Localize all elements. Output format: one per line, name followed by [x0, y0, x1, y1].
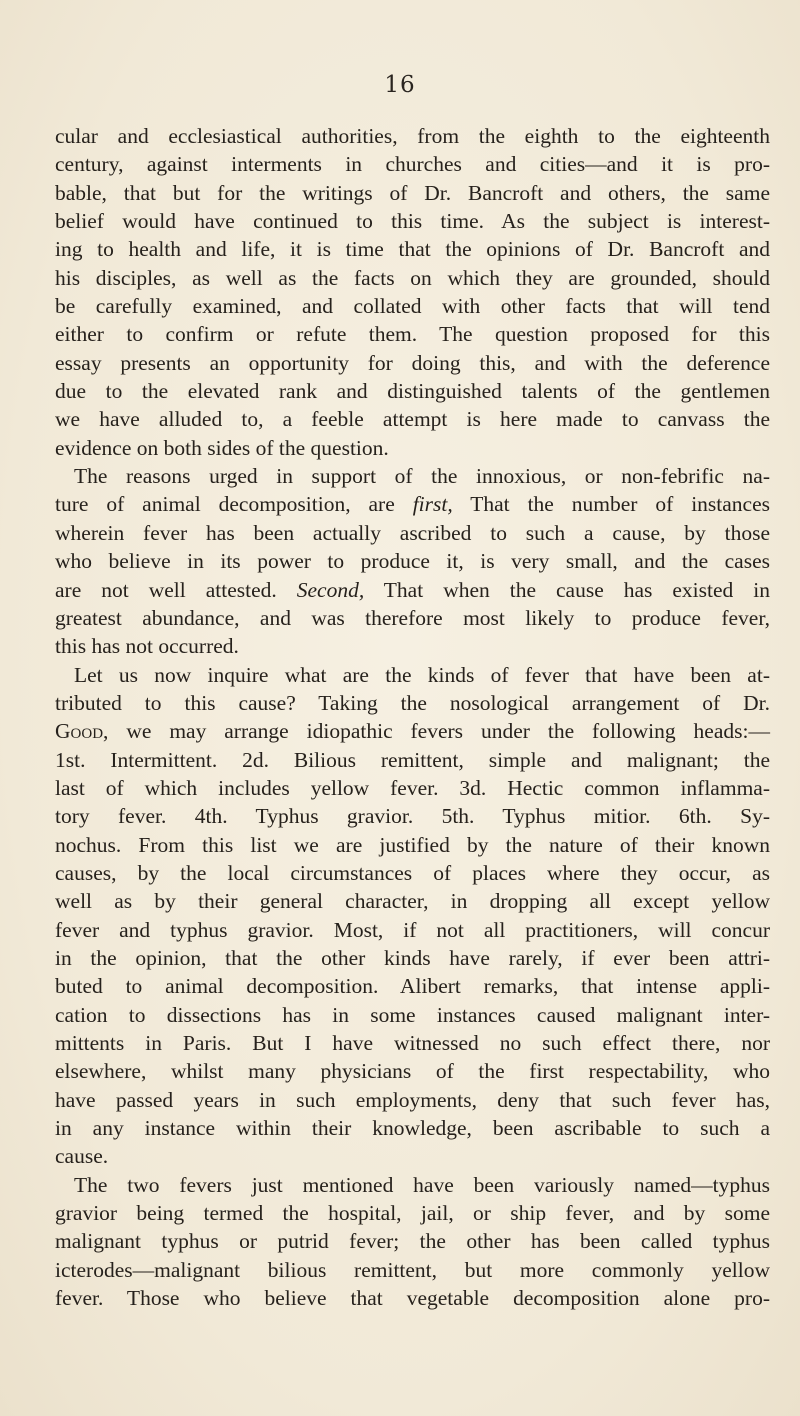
text-line: causes, by the local circumstances of places where they occur, as	[55, 860, 770, 885]
text-line: ture of animal decomposition, are first, That the number of instances	[55, 492, 771, 517]
text-line: malignant typhus or putrid fever; the other has been called typhus	[55, 1229, 770, 1254]
text-line: in any instance within their knowledge, been ascribable to such a	[55, 1116, 770, 1141]
text-line: tory fever. 4th. Typhus gravior. 5th. Typhus mitior. 6th. Sy-	[55, 804, 770, 829]
text-line: ing to health and life, it is time that the opinions of Dr. Bancroft and	[55, 237, 770, 262]
text-line: buted to animal decomposition. Alibert remarks, that intense appli-	[55, 974, 770, 999]
text-line: essay presents an opportunity for doing this, and with the deference	[55, 350, 770, 375]
text-line: gravior being termed the hospital, jail, or ship fever, and by some	[55, 1201, 770, 1226]
text-line: belief would have continued to this time. As the subject is interest-	[55, 209, 770, 234]
text-line: due to the elevated rank and distinguished talents of the gentlemen	[55, 379, 770, 404]
text-line: century, against interments in churches and cities—and it is pro-	[55, 152, 770, 177]
emphasis-second: Second,	[296, 577, 365, 602]
paragraph-line: Let us now inquire what are the kinds of fever that have been at-	[74, 662, 770, 687]
text-line: last of which includes yellow fever. 3d. Hectic common inflamma-	[55, 775, 770, 800]
text-line: either to confirm or refute them. The question proposed for this	[55, 322, 770, 347]
text-line: in the opinion, that the other kinds have rarely, if ever been attri-	[55, 945, 770, 970]
text-line: his disciples, as well as the facts on which they are grounded, should	[55, 265, 770, 290]
text-line: bable, that but for the writings of Dr. Bancroft and others, the same	[55, 180, 770, 205]
text-line: elsewhere, whilst many physicians of the first respectability, who	[55, 1059, 770, 1084]
emphasis-first: first,	[412, 492, 453, 517]
text-line: Good, we may arrange idiopathic fevers under the following heads:—	[55, 719, 770, 744]
text-line: tributed to this cause? Taking the nosological arrangement of Dr.	[55, 690, 770, 715]
small-caps-name: Good	[55, 719, 104, 744]
text-line: who believe in its power to produce it, is very small, and the cases	[55, 549, 770, 574]
text-line: greatest abundance, and was therefore most likely to produce fever,	[55, 605, 770, 630]
text-line: be carefully examined, and collated with other facts that will tend	[55, 294, 770, 319]
text-line: well as by their general character, in dropping all except yellow	[55, 889, 770, 914]
text-line: this has not occurred.	[55, 634, 239, 659]
text-line: evidence on both sides of the question.	[55, 435, 389, 460]
page-number: 16	[384, 72, 416, 98]
text-line: mittents in Paris. But I have witnessed no such effect there, nor	[55, 1031, 770, 1055]
text-line: icterodes—malignant bilious remittent, but more commonly yellow	[55, 1257, 770, 1282]
paragraph-line: The two fevers just mentioned have been variously named—typhus	[74, 1172, 770, 1197]
text-line: fever. Those who believe that vegetable decomposition alone pro-	[55, 1286, 770, 1311]
text-line: 1st. Intermittent. 2d. Bilious remittent, simple and malignant; the	[55, 747, 770, 772]
text-line: have passed years in such employments, deny that such fever has,	[55, 1087, 770, 1112]
body-text	[55, 122, 770, 1312]
text-line: cause.	[55, 1144, 109, 1169]
text-line: are not well attested. Second, That when the cause has existed in	[55, 577, 770, 602]
text-line: cation to dissections has in some instances caused malignant inter-	[55, 1002, 770, 1027]
text-line: nochus. From this list we are justified by the nature of their known	[55, 832, 770, 857]
paragraph-line: The reasons urged in support of the innoxious, or non-febrific na-	[74, 464, 770, 489]
text-line: fever and typhus gravior. Most, if not all practitioners, will concur	[55, 917, 770, 942]
text-line: wherein fever has been actually ascribed to such a cause, by those	[55, 520, 770, 545]
text-line: cular and ecclesiastical authorities, from the eighth to the eighteenth	[55, 124, 770, 148]
text-line: we have alluded to, a feeble attempt is here made to canvass the	[55, 407, 770, 432]
